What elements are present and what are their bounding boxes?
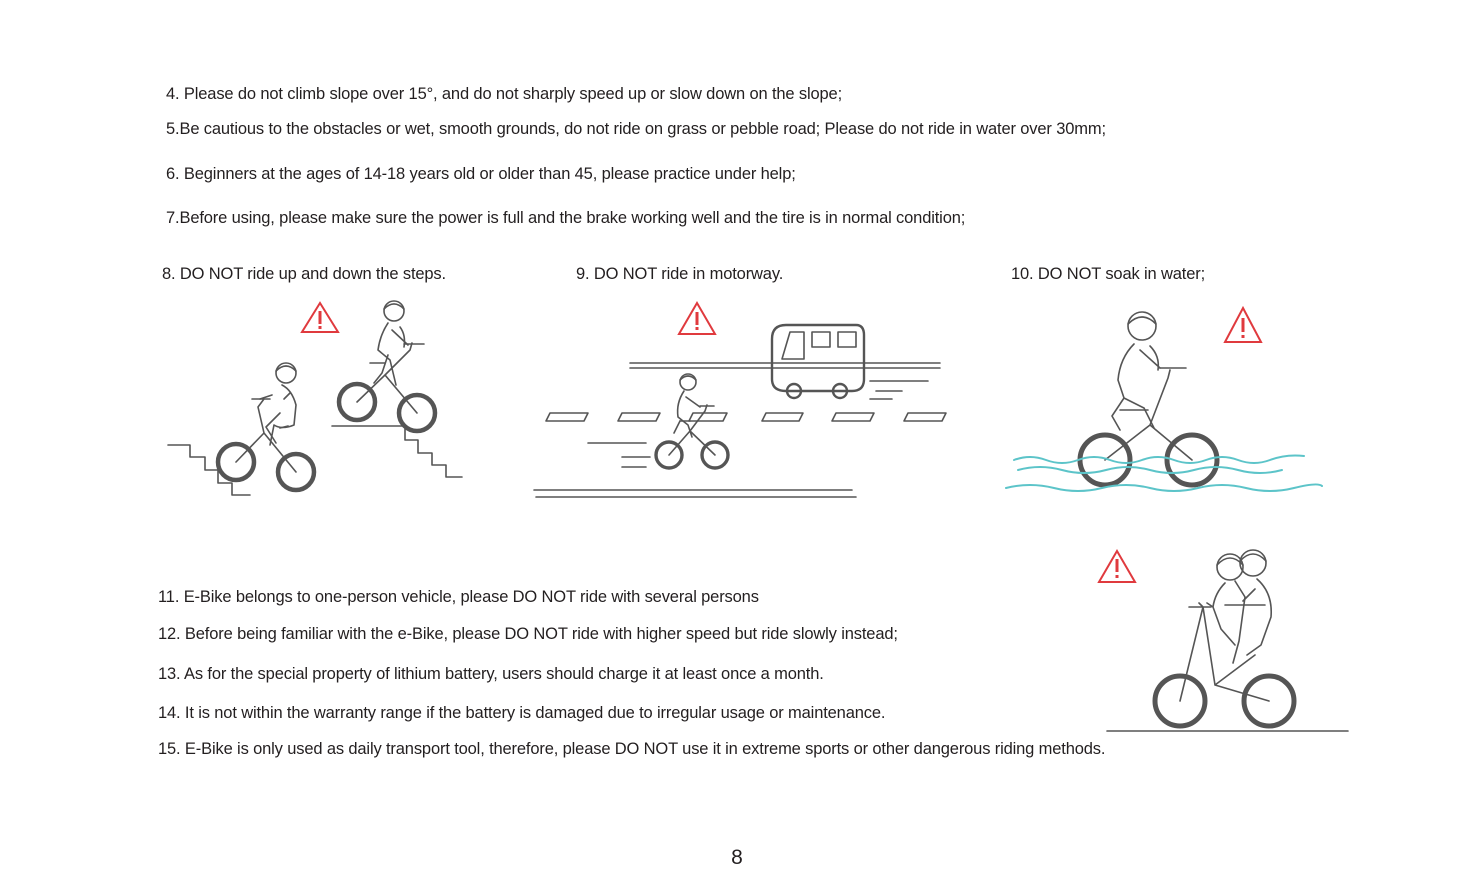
- two-riders-illustration: [1095, 545, 1355, 740]
- rule-5: 5.Be cautious to the obstacles or wet, smooth grounds, do not ride on grass or pebble road; Please do not ride in water over 30mm;: [166, 120, 1106, 138]
- rule-12: 12. Before being familiar with the e-Bike, please DO NOT ride with higher speed but ride slowly instead;: [158, 625, 898, 643]
- rule-6: 6. Beginners at the ages of 14-18 years old or older than 45, please practice under help;: [166, 165, 796, 183]
- rule-14: 14. It is not within the warranty range if the battery is damaged due to irregular usage or maintenance.: [158, 704, 886, 722]
- caption-steps: 8. DO NOT ride up and down the steps.: [162, 265, 446, 283]
- steps-illustration: [160, 295, 470, 505]
- rule-11: 11. E-Bike belongs to one-person vehicle, please DO NOT ride with several persons: [158, 588, 759, 606]
- motorway-illustration: [530, 295, 960, 505]
- warning-icon: [679, 303, 715, 334]
- water-illustration: [1000, 300, 1340, 510]
- warning-icon: [302, 303, 338, 332]
- warning-icon: [1225, 308, 1261, 342]
- caption-water: 10. DO NOT soak in water;: [1011, 265, 1206, 283]
- rule-4: 4. Please do not climb slope over 15°, and do not sharply speed up or slow down on the slope;: [166, 85, 842, 103]
- caption-motorway: 9. DO NOT ride in motorway.: [576, 265, 784, 283]
- rule-7: 7.Before using, please make sure the power is full and the brake working well and the tire is in normal condition;: [166, 209, 966, 227]
- rule-13: 13. As for the special property of lithium battery, users should charge it at least once a month.: [158, 665, 824, 683]
- warning-icon: [1099, 551, 1135, 582]
- rule-15: 15. E-Bike is only used as daily transport tool, therefore, please DO NOT use it in extreme sports or other dangerous riding methods.: [158, 740, 1106, 758]
- page-number: 8: [731, 846, 743, 869]
